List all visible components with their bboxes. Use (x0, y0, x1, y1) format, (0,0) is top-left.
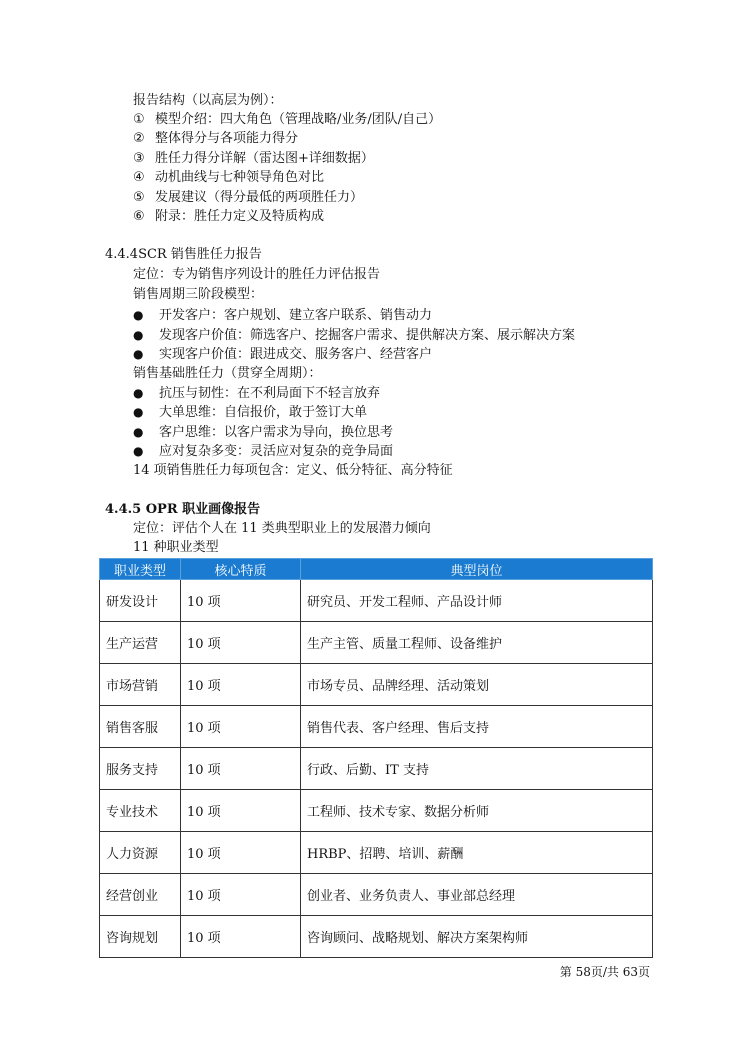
list-item: ● 客户思维：以客户需求为导向，换位思考 (133, 425, 394, 440)
table-cell: 10 项 (181, 622, 301, 664)
bullet-icon: ● (133, 444, 144, 458)
table-cell: 10 项 (181, 832, 301, 874)
table-cell: 工程师、技术专家、数据分析师 (301, 790, 653, 832)
list-item: ③ 胜任力得分详解（雷达图+详细数据） (133, 151, 374, 166)
table-cell: 生产主管、质量工程师、设备维护 (301, 622, 653, 664)
list-item: ● 大单思维：自信报价，敢于签订大单 (133, 405, 368, 420)
table-cell: 销售代表、客户经理、售后支持 (301, 706, 653, 748)
table-cell: 行政、后勤、IT 支持 (301, 748, 653, 790)
page-number: 第 58页/共 63页 (559, 965, 650, 979)
list-item: ● 实现客户价值：跟进成交、服务客户、经营客户 (133, 347, 433, 362)
report-structure-heading: 报告结构（以高层为例）： (133, 93, 283, 108)
table-row (100, 622, 653, 664)
table-cell: 研发设计 (100, 580, 181, 622)
bullet-icon: ● (133, 405, 144, 419)
table-row (100, 580, 653, 622)
table-cell: 10 项 (181, 874, 301, 916)
table-cell: 咨询顾问、战略规划、解决方案架构师 (301, 916, 653, 958)
table-cell: 人力资源 (100, 832, 181, 874)
table-cell: 咨询规划 (100, 916, 181, 958)
table-cell: 服务支持 (100, 748, 181, 790)
table-cell: 10 项 (181, 664, 301, 706)
bullet-icon: ● (133, 328, 144, 342)
bullet-icon: ● (133, 425, 144, 439)
scr-base-heading: 销售基础胜任力（贯穿全周期）： (133, 366, 322, 381)
opr-types-heading: 11 种职业类型 (133, 540, 219, 555)
scr-model-heading: 销售周期三阶段模型： (133, 287, 264, 302)
column-header: 典型岗位 (301, 559, 653, 580)
table-cell: 经营创业 (100, 874, 181, 916)
bullet-icon: ● (133, 308, 144, 322)
table-cell: 专业技术 (100, 790, 181, 832)
career-types-table (99, 558, 653, 958)
bullet-icon: ● (133, 347, 144, 361)
scr-position: 定位：专为销售序列设计的胜任力评估报告 (133, 267, 381, 282)
table-cell: 市场营销 (100, 664, 181, 706)
scr-note: 14 项销售胜任力每项包含：定义、低分特征、高分特征 (133, 463, 453, 478)
table-cell: 研究员、开发工程师、产品设计师 (301, 580, 653, 622)
list-item: ● 应对复杂多变：灵活应对复杂的竞争局面 (133, 444, 394, 459)
list-item: ● 抗压与韧性：在不利局面下不轻言放弃 (133, 386, 381, 401)
table-cell: 销售客服 (100, 706, 181, 748)
column-header: 核心特质 (181, 559, 301, 580)
table-cell: 10 项 (181, 916, 301, 958)
table-row (100, 664, 653, 706)
opr-position: 定位：评估个人在 11 类典型职业上的发展潜力倾向 (133, 521, 431, 536)
table-row (100, 874, 653, 916)
table-cell: 10 项 (181, 706, 301, 748)
list-item: ⑥ 附录：胜任力定义及特质构成 (133, 209, 325, 224)
table-row (100, 748, 653, 790)
list-item: ① 模型介绍：四大角色（管理战略/业务/团队/自己） (133, 112, 442, 127)
list-item: ④ 动机曲线与七种领导角色对比 (133, 170, 325, 185)
section-title-opr: 4.4.5 OPR 职业画像报告 (105, 502, 261, 517)
list-item: ② 整体得分与各项能力得分 (133, 131, 299, 146)
list-item: ● 发现客户价值：筛选客户、挖掘客户需求、提供解决方案、展示解决方案 (133, 328, 576, 343)
list-item: ● 开发客户：客户规划、建立客户联系、销售动力 (133, 308, 433, 323)
table-row (100, 916, 653, 958)
table-header-row (100, 559, 653, 580)
table-row (100, 706, 653, 748)
section-title-scr: 4.4.4SCR 销售胜任力报告 (105, 247, 262, 262)
table-cell: 10 项 (181, 748, 301, 790)
column-header: 职业类型 (100, 559, 181, 580)
bullet-icon: ● (133, 386, 144, 400)
table-cell: 生产运营 (100, 622, 181, 664)
table-cell: 10 项 (181, 580, 301, 622)
table-cell: HRBP、招聘、培训、薪酬 (301, 832, 653, 874)
table-cell: 创业者、业务负责人、事业部总经理 (301, 874, 653, 916)
table-row (100, 790, 653, 832)
table-row (100, 832, 653, 874)
list-item: ⑤ 发展建议（得分最低的两项胜任力） (133, 190, 364, 205)
table-cell: 市场专员、品牌经理、活动策划 (301, 664, 653, 706)
table-cell: 10 项 (181, 790, 301, 832)
